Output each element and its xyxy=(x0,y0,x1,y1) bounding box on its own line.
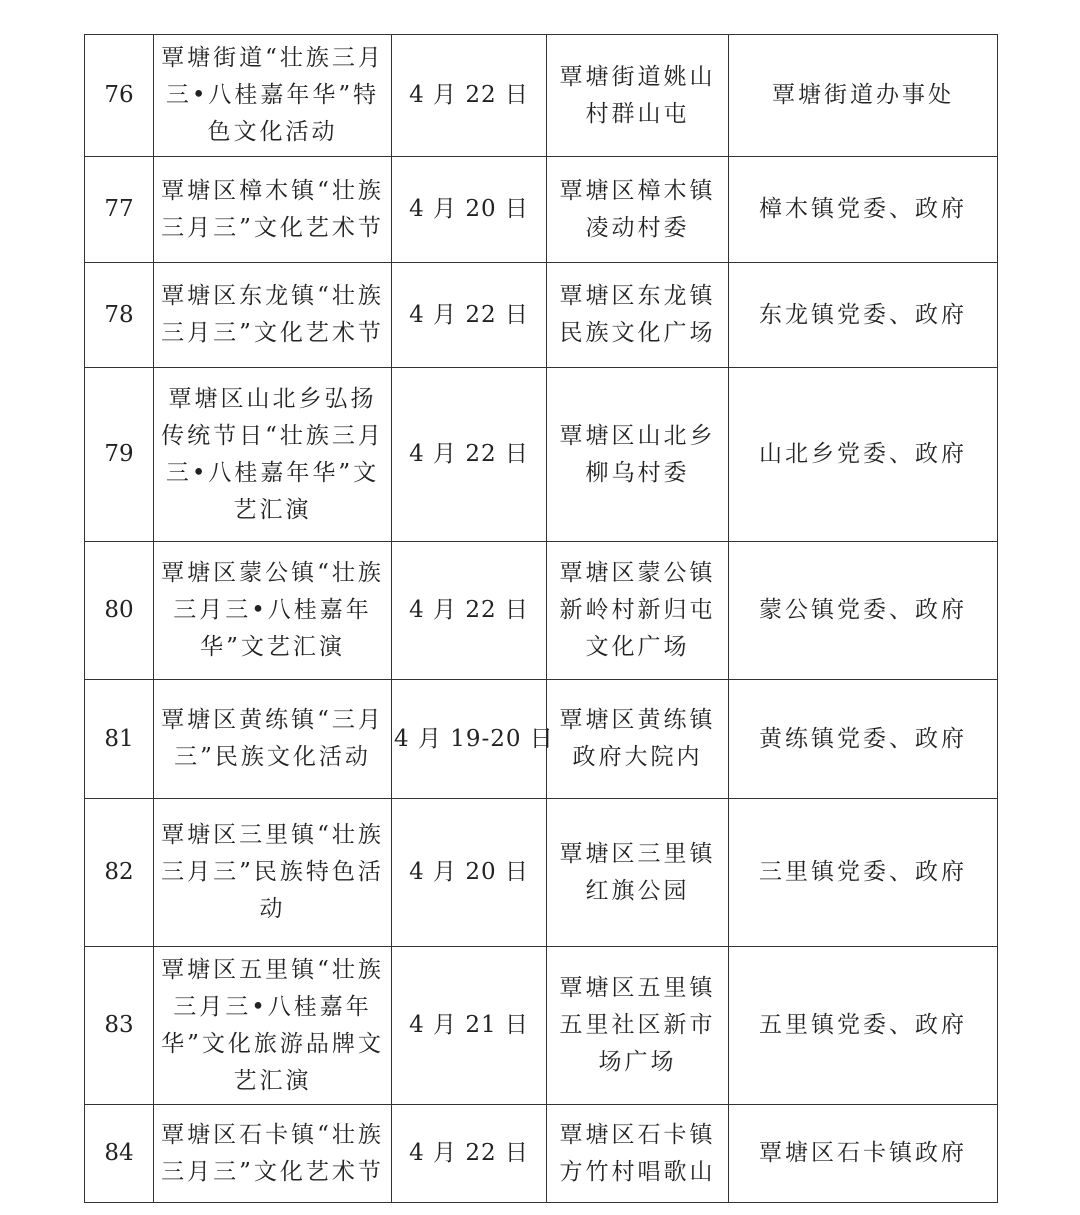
table-row xyxy=(85,263,998,368)
activity-location: 覃塘街道姚山村群山屯 xyxy=(547,35,729,157)
row-number: 80 xyxy=(85,542,154,680)
activity-location: 覃塘区五里镇五里社区新市场广场 xyxy=(547,947,729,1105)
table-row xyxy=(85,368,998,542)
activity-location: 覃塘区三里镇红旗公园 xyxy=(547,799,729,947)
activity-name: 覃塘区山北乡弘扬传统节日“壮族三月三•八桂嘉年华”文艺汇演 xyxy=(154,368,392,542)
activity-organizer: 东龙镇党委、政府 xyxy=(729,263,998,368)
table-row xyxy=(85,542,998,680)
activity-name: 覃塘区三里镇“壮族三月三”民族特色活动 xyxy=(154,799,392,947)
activity-date: 4 月 22 日 xyxy=(392,263,547,368)
activity-location: 覃塘区东龙镇民族文化广场 xyxy=(547,263,729,368)
activity-location: 覃塘区山北乡柳乌村委 xyxy=(547,368,729,542)
row-number: 78 xyxy=(85,263,154,368)
activity-organizer: 三里镇党委、政府 xyxy=(729,799,998,947)
activity-name: 覃塘区蒙公镇“壮族三月三•八桂嘉年华”文艺汇演 xyxy=(154,542,392,680)
activity-date: 4 月 21 日 xyxy=(392,947,547,1105)
table-row xyxy=(85,157,998,263)
activity-organizer: 覃塘区石卡镇政府 xyxy=(729,1105,998,1203)
activity-name: 覃塘区东龙镇“壮族三月三”文化艺术节 xyxy=(154,263,392,368)
activity-date: 4 月 22 日 xyxy=(392,1105,547,1203)
activity-location: 覃塘区石卡镇方竹村唱歌山 xyxy=(547,1105,729,1203)
activity-date: 4 月 22 日 xyxy=(392,35,547,157)
table-row xyxy=(85,35,998,157)
row-number: 77 xyxy=(85,157,154,263)
row-number: 79 xyxy=(85,368,154,542)
activity-location: 覃塘区蒙公镇新岭村新归屯文化广场 xyxy=(547,542,729,680)
row-number: 83 xyxy=(85,947,154,1105)
activity-organizer: 樟木镇党委、政府 xyxy=(729,157,998,263)
activity-date: 4 月 22 日 xyxy=(392,542,547,680)
row-number: 76 xyxy=(85,35,154,157)
activity-date: 4 月 22 日 xyxy=(392,368,547,542)
activity-date: 4 月 20 日 xyxy=(392,799,547,947)
row-number: 81 xyxy=(85,680,154,799)
row-number: 84 xyxy=(85,1105,154,1203)
row-number: 82 xyxy=(85,799,154,947)
activity-name: 覃塘区黄练镇“三月三”民族文化活动 xyxy=(154,680,392,799)
activity-name: 覃塘区五里镇“壮族三月三•八桂嘉年华”文化旅游品牌文艺汇演 xyxy=(154,947,392,1105)
activity-organizer: 覃塘街道办事处 xyxy=(729,35,998,157)
activity-date: 4 月 19-20 日 xyxy=(392,680,547,799)
activity-name: 覃塘街道“壮族三月三•八桂嘉年华”特色文化活动 xyxy=(154,35,392,157)
activity-organizer: 五里镇党委、政府 xyxy=(729,947,998,1105)
activity-organizer: 山北乡党委、政府 xyxy=(729,368,998,542)
table-row xyxy=(85,947,998,1105)
activity-name: 覃塘区樟木镇“壮族三月三”文化艺术节 xyxy=(154,157,392,263)
table-row xyxy=(85,1105,998,1203)
activity-organizer: 蒙公镇党委、政府 xyxy=(729,542,998,680)
activity-name: 覃塘区石卡镇“壮族三月三”文化艺术节 xyxy=(154,1105,392,1203)
table-row xyxy=(85,680,998,799)
activity-organizer: 黄练镇党委、政府 xyxy=(729,680,998,799)
activity-table xyxy=(84,34,998,1203)
activity-date: 4 月 20 日 xyxy=(392,157,547,263)
table-row xyxy=(85,799,998,947)
activity-location: 覃塘区樟木镇凌动村委 xyxy=(547,157,729,263)
activity-location: 覃塘区黄练镇政府大院内 xyxy=(547,680,729,799)
